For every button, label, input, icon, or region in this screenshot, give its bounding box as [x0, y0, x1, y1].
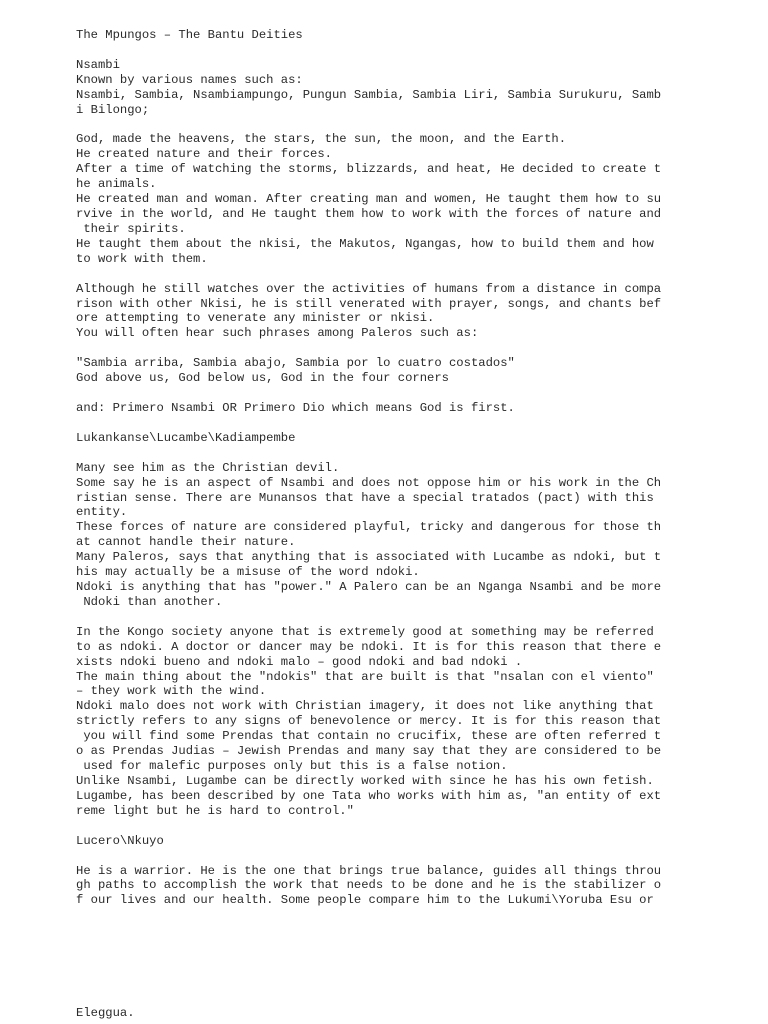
text-line: After a time of watching the storms, blizzards, and heat, He decided to create t: [76, 162, 662, 177]
text-line: reme light but he is hard to control.": [76, 803, 354, 818]
text-line: Many Paleros, says that anything that is associated with Lucambe as ndoki, but t: [76, 550, 662, 565]
text-line: at cannot handle their nature.: [76, 535, 296, 550]
text-line: he animals.: [76, 177, 157, 192]
text-line: God, made the heavens, the stars, the sun, the moon, and the Earth.: [76, 132, 567, 147]
text-line: The main thing about the "ndokis" that are built is that "nsalan con el viento": [76, 669, 654, 684]
text-line: ore attempting to venerate any minister or nkisi.: [76, 311, 435, 326]
text-line: In the Kongo society anyone that is extremely good at something may be referred: [76, 624, 654, 639]
text-line: o as Prendas Judias – Jewish Prendas and many say that they are considered to be: [76, 744, 662, 759]
text-line: rison with other Nkisi, he is still venerated with prayer, songs, and chants bef: [76, 296, 662, 311]
text-line: f our lives and our health. Some people compare him to the Lukumi\Yoruba Esu or: [76, 893, 654, 908]
text-line: Lugambe, has been described by one Tata who works with him as, "an entity of ext: [76, 788, 662, 803]
text-line: Lucero\Nkuyo: [76, 833, 164, 848]
text-line: Unlike Nsambi, Lugambe can be directly worked with since he has his own fetish.: [76, 774, 654, 788]
text-line: you will find some Prendas that contain no crucifix, these are often referred t: [76, 729, 662, 744]
text-line: God above us, God below us, God in the four corners: [76, 371, 449, 386]
text-line: "Sambia arriba, Sambia abajo, Sambia por lo cuatro costados": [76, 356, 515, 371]
text-line: Nsambi: [76, 57, 120, 72]
text-line: his may actually be a misuse of the word ndoki.: [76, 565, 420, 580]
text-line: Ndoki is anything that has "power." A Palero can be an Nganga Nsambi and be more: [76, 580, 662, 595]
text-line: He is a warrior. He is the one that brings true balance, guides all things throu: [76, 863, 662, 878]
text-line: He created nature and their forces.: [76, 147, 332, 162]
text-line: and: Primero Nsambi OR Primero Dio which means God is first.: [76, 401, 515, 415]
text-line: gh paths to accomplish the work that needs to be done and he is the stabilizer o: [76, 878, 662, 893]
text-line: Ndoki malo does not work with Christian imagery, it does not like anything that: [76, 699, 654, 714]
text-line: i Bilongo;: [76, 102, 150, 117]
text-line: Lukankanse\Lucambe\Kadiampembe: [76, 430, 296, 445]
text-line: to work with them.: [76, 251, 208, 266]
text-line: Although he still watches over the activities of humans from a distance in compa: [76, 281, 662, 296]
text-line: Some say he is an aspect of Nsambi and does not oppose him or his work in the Ch: [76, 475, 662, 490]
text-line: – they work with the wind.: [76, 684, 267, 699]
text-line: rvive in the world, and He taught them how to work with the forces of nature and: [76, 207, 662, 222]
footer-line: Eleggua.: [76, 1006, 135, 1020]
text-line: used for malefic purposes only but this is a false notion.: [76, 759, 508, 774]
text-line: Nsambi, Sambia, Nsambiampungo, Pungun Sambia, Sambia Liri, Sambia Surukuru, Samb: [76, 87, 662, 102]
text-line: Many see him as the Christian devil.: [76, 460, 340, 475]
text-line: xists ndoki bueno and ndoki malo – good ndoki and bad ndoki .: [76, 654, 523, 669]
text-line: ristian sense. There are Munansos that have a special tratados (pact) with this: [76, 490, 654, 505]
text-line: You will often hear such phrases among Paleros such as:: [76, 326, 479, 341]
text-line: Known by various names such as:: [76, 72, 303, 87]
text-line: to as ndoki. A doctor or dancer may be ndoki. It is for this reason that there e: [76, 639, 662, 654]
text-line: entity.: [76, 505, 128, 520]
text-line: These forces of nature are considered playful, tricky and dangerous for those th: [76, 520, 662, 535]
text-line: He created man and woman. After creating man and women, He taught them how to su: [76, 192, 662, 207]
text-line: Ndoki than another.: [76, 594, 223, 609]
text-line: strictly refers to any signs of benevolence or mercy. It is for this reason that: [76, 714, 662, 729]
text-line: their spirits.: [76, 221, 186, 236]
text-line: The Mpungos – The Bantu Deities: [76, 28, 303, 42]
text-line: He taught them about the nkisi, the Makutos, Ngangas, how to build them and how: [76, 236, 654, 251]
